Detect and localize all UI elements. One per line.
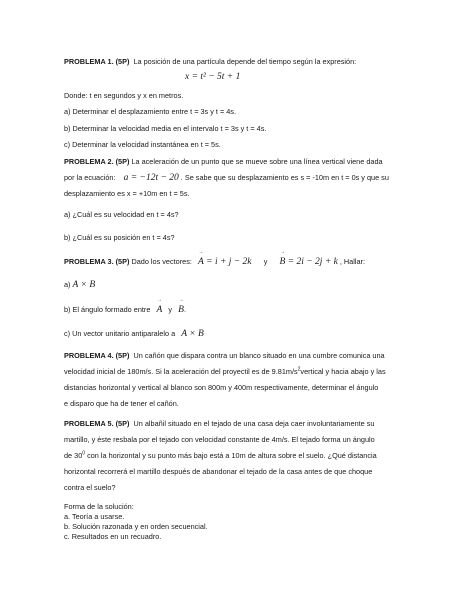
problem-1-title: PROBLEMA 1. (5P): [64, 57, 130, 66]
problem-1-item-b: b) Determinar la velocidad media en el intervalo t = 3s y t = 4s.: [64, 124, 267, 133]
problem-3-title: PROBLEMA 3. (5P): [64, 257, 130, 266]
problem-5-degree: 0: [82, 450, 86, 457]
problem-2-text-2-post: . Se sabe que su desplazamiento es s = -10m en t = 0s y que su: [180, 173, 389, 182]
problem-4-text-2-pre: velocidad inicial de 180m/s. Si la aceleración del proyectil es de 9.81m/s: [64, 367, 298, 376]
problem-2-text-2-pre: por la ecuación:: [64, 173, 116, 182]
vector-b-components: = 2i − 2j + k: [285, 257, 338, 267]
problem-3-line-1: [64, 257, 365, 267]
cross-product-expression: A × B: [72, 280, 96, 290]
problem-4-exponent: 2: [297, 366, 301, 373]
problem-1-formula: x = t² − 5t + 1: [185, 72, 241, 82]
problem-4-text-3: distancias horizontal y vertical al blanco son 800m y 400m respectivamente, determinar el ángulo: [64, 383, 379, 392]
problem-2-line-1: [64, 157, 383, 167]
problem-4-text-1: Un cañón que dispara contra un blanco situado en una cumbre comunica una: [133, 351, 385, 360]
problem-3-item-c: [64, 329, 204, 339]
problem-1-item-a: a) Determinar el desplazamiento entre t = 3s y t = 4s.: [64, 107, 236, 116]
problem-5-text-3-post: con la horizontal y su punto más bajo está a 10m de altura sobre el suelo. ¿Qué distancia: [85, 451, 377, 460]
problem-2-text-1: La aceleración de un punto que se mueve sobre una línea vertical viene dada: [131, 157, 383, 166]
problem-3-intro: Dado los vectores:: [131, 257, 192, 266]
problem-3-item-a-label: a): [64, 280, 71, 289]
solution-format-title: Forma de la solución:: [64, 502, 134, 511]
problem-5-title: PROBLEMA 5. (5P): [64, 419, 130, 428]
problem-4-line-1: [64, 351, 385, 361]
vector-a-definition: [198, 257, 252, 267]
problem-4-text-4: e disparo que ha de tener el cañón.: [64, 399, 179, 408]
problem-4-line-2: [64, 367, 386, 377]
problem-2-line-2: [64, 173, 389, 183]
angle-conjunction: y: [168, 305, 173, 314]
vector-b-symbol: → B: [280, 257, 286, 267]
problem-5-text-4: horizontal recorrerá el martillo después de abandonar el tejado de la casa antes de que choque: [64, 467, 373, 476]
problem-5-text-2: martillo, y éste resbala por el tejado con velocidad constante de 4m/s. El tejado forma un ángulo: [64, 435, 375, 444]
problem-4-title: PROBLEMA 4. (5P): [64, 351, 130, 360]
vector-a-components: = i + j − 2k: [203, 257, 252, 267]
problem-3-hallar: , Hallar:: [339, 257, 365, 266]
angle-vector-a: → A: [157, 305, 163, 315]
angle-vector-b: → B: [178, 305, 184, 315]
problem-2-item-b: b) ¿Cuál es su posición en t = 4s?: [64, 233, 175, 242]
problem-5-text-5: contra el suelo?: [64, 483, 116, 492]
conjunction-y: y: [263, 257, 268, 266]
solution-format-item-a: a. Teoría a usarse.: [64, 512, 125, 521]
problem-5-line-1: [64, 419, 374, 429]
vector-a-symbol: → A: [198, 257, 204, 267]
vector-b-definition: [280, 257, 338, 267]
problem-2-title: PROBLEMA 2. (5P): [64, 157, 130, 166]
problem-5-text-3-pre: de 30: [64, 451, 83, 460]
problem-2-item-a: a) ¿Cuál es su velocidad en t = 4s?: [64, 210, 179, 219]
problem-2-text-3: desplazamiento es x = +10m en t = 5s.: [64, 189, 190, 198]
problem-3-item-a: [64, 280, 95, 290]
problem-2-formula: a = −12t − 20: [123, 173, 179, 183]
antiparallel-expression: A × B: [181, 329, 204, 339]
problem-1-units: Donde: t en segundos y x en metros.: [64, 91, 184, 100]
problem-1-statement: [64, 57, 356, 67]
problem-3-item-b: b) El ángulo formado entre → A y → B.: [64, 305, 186, 315]
problem-1-item-c: c) Determinar la velocidad instantánea en t = 5s.: [64, 140, 221, 149]
problem-1-intro: La posición de una partícula depende del tiempo según la expresión:: [133, 57, 357, 66]
problem-5-line-3: [64, 451, 377, 461]
solution-format-item-c: c. Resultados en un recuadro.: [64, 532, 162, 541]
problem-3-item-c-text: c) Un vector unitario antiparalelo a: [64, 329, 176, 338]
problem-4-text-2-post: vertical y hacia abajo y las: [300, 367, 386, 376]
problem-3-item-b-text: b) El ángulo formado entre: [64, 305, 151, 314]
solution-format-item-b: b. Solución razonada y en orden secuencial.: [64, 522, 208, 531]
problem-5-text-1: Un albañil situado en el tejado de una casa deja caer involuntariamente su: [133, 419, 375, 428]
